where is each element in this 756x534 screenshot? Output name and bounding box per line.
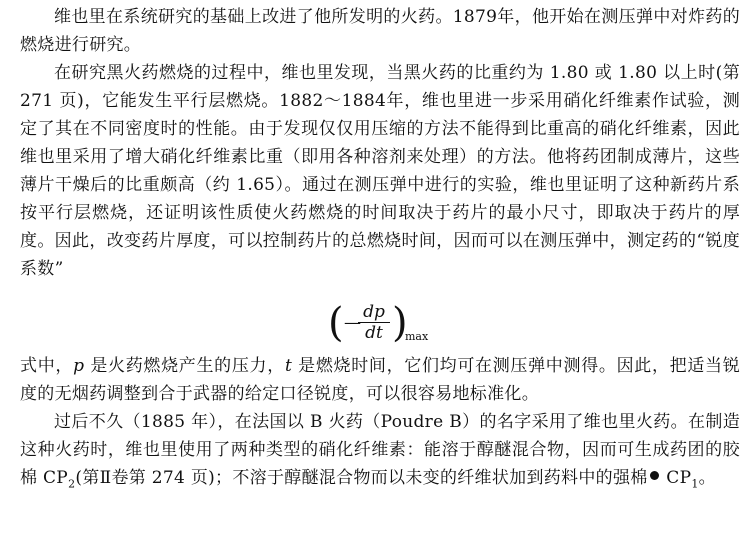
formula-denominator: dt (365, 323, 383, 343)
formula-subscript: max (405, 330, 429, 343)
paragraph-3-text-a: 式中， (20, 356, 74, 376)
time-variable: t (284, 356, 293, 376)
paragraph-4-text-b: (第Ⅱ卷第 274 页)；不溶于醇醚混合物而以未变的纤维状加到药料中的强棉 (75, 468, 648, 488)
paragraph-4-text-a: 过后不久（1885 年），在法国以 B 火药（Poudre B）的名字采用了维也里火药。在制造这种火药时，维也里使用了两种类型的硝化纤维素：能溶于醇醚混合物，因而可生成药团的胶棉 CP (20, 412, 740, 488)
paragraph-3-text-b: 是火药燃烧产生的压力， (84, 356, 285, 376)
footnote-marker-icon (650, 471, 659, 480)
paragraph-4 (20, 408, 740, 498)
paragraph-3 (20, 352, 740, 408)
formula-fraction (358, 302, 390, 343)
sharpness-coefficient-formula (328, 300, 448, 350)
paragraph-2 (20, 59, 740, 283)
pressure-variable: p (73, 356, 85, 376)
paragraph-3-text-c: 是燃烧时间，它们均可在测压弹中测得。因此，把适当锐度的无烟药调整到合于武器的给定口径锐度，可以很容易地标准化。 (20, 356, 740, 404)
cp-subscript-2: 2 (68, 477, 76, 491)
paragraph-4-text-d: 。 (698, 468, 716, 488)
cp-subscript-1: 1 (691, 477, 699, 491)
formula-numerator: dp (358, 302, 390, 323)
formula-minus-sign: — (344, 313, 361, 333)
paragraph-2-text: 在研究黑火药燃烧的过程中，维也里发现，当黑火药的比重约为 1.80 或 1.80 以上时(第 271 页)，它能发生平行层燃烧。1882～1884年，维也里进一步采用硝化纤维素作试验，测定了其在不同密度时的性能。由于发现仅仅用压缩的方法不能得到比重高的硝化纤维素，因此维也里采用了增大硝化纤维素比重（即用各种溶剂来处理）的方法。他将药团制成薄片，这些薄片干燥后的比重颇高（约 1.65）。通过在测压弹中进行的实验，维也里证明了这种新药片系按平行层燃烧，还证明该性质使火药燃烧的时间取决于药片的最小尺寸，即取决于药片的厚度。因此，改变药片厚度，可以控制药片的总燃烧时间，因而可以在测压弹中，测定药的“锐度系数” (20, 63, 740, 279)
paragraph-4-text-c: CP (660, 468, 692, 488)
formula-right-paren: ) (392, 300, 408, 346)
paragraph-1-text: 维也里在系统研究的基础上改进了他所发明的火药。1879年，他开始在测压弹中对炸药的燃烧进行研究。 (20, 7, 740, 55)
paragraph-1 (20, 3, 740, 59)
formula-left-paren: ( (328, 300, 344, 346)
